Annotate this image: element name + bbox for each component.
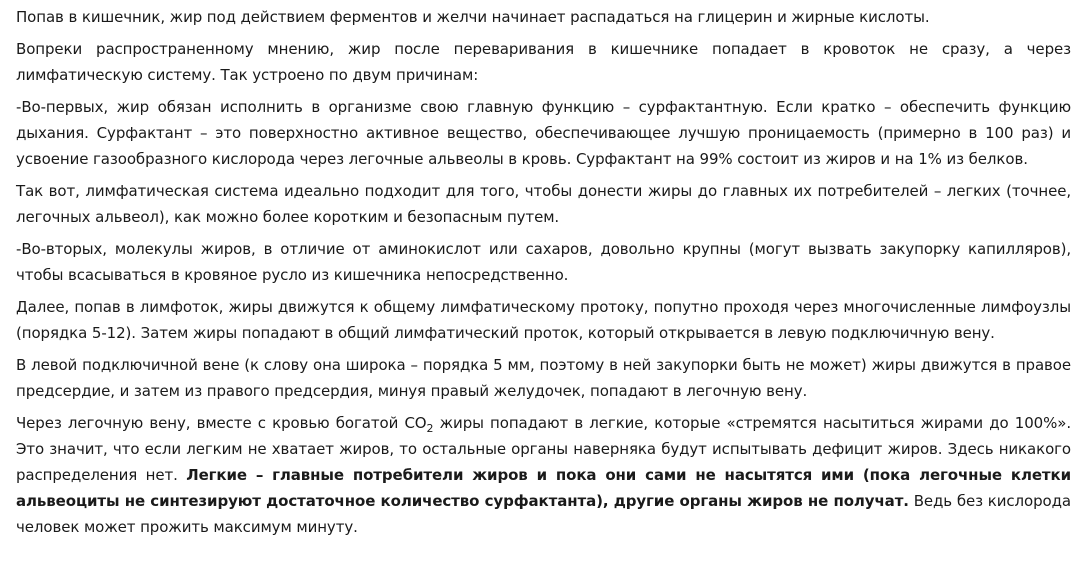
paragraph-1: Попав в кишечник, жир под действием ферментов и желчи начинает распадаться на глицерин и жирные кислоты. bbox=[16, 8, 930, 26]
paragraph-8-bold-text: Легкие – главные потребители жиров и пока они сами не насытятся ими (пока легочные клетки альвеоциты не синтезируют достаточное количество сурфактанта), другие органы жиров не получат. bbox=[16, 466, 1071, 510]
paragraph-8-text-3: Ведь без кислорода человек может прожить максимум минуту. bbox=[16, 492, 1071, 536]
co2-subscript: 2 bbox=[426, 422, 434, 435]
paragraph-6: Далее, попав в лимфоток, жиры движутся к общему лимфатическому протоку, попутно проходя через многочисленные лимфоузлы (порядка 5-12). Затем жиры попадают в общий лимфатический проток, который открывается в левую подключичную вену. bbox=[16, 298, 1071, 342]
paragraph-2: Вопреки распространенному мнению, жир после переваривания в кишечнике попадает в кровоток не сразу, а через лимфатическую систему. Так устроено по двум причинам: bbox=[16, 40, 1071, 84]
paragraph-8-text-1: Через легочную вену, вместе с кровью богатой CO bbox=[16, 414, 427, 432]
paragraph-4: Так вот, лимфатическая система идеально подходит для того, чтобы донести жиры до главных их потребителей – легких (точнее, легочных альвеол), как можно более коротким и безопасным путем. bbox=[16, 182, 1071, 226]
paragraph-7: В левой подключичной вене (к слову она широка – порядка 5 мм, поэтому в ней закупорки быть не может) жиры движутся в правое предсердие, и затем из правого предсердия, минуя правый желудочек, попадают в легочную вену. bbox=[16, 356, 1071, 400]
paragraph-3: -Во-первых, жир обязан исполнить в организме свою главную функцию – сурфактантную. Если кратко – обеспечить функцию дыхания. Сурфактант – это поверхностно активное вещество, обеспечивающее лучшую проницаемость (примерно в 100 раз) и усвоение газообразного кислорода через легочные альвеолы в кровь. Сурфактант на 99% состоит из жиров и на 1% из белков. bbox=[16, 98, 1071, 168]
paragraph-8-text-2: жиры попадают в легкие, которые «стремятся насытиться жирами до 100%». Это значит, что если легким не хватает жиров, то остальные органы наверняка будут испытывать дефицит жиров. Здесь никакого распределения нет. bbox=[16, 414, 1072, 484]
paragraph-5: -Во-вторых, молекулы жиров, в отличие от аминокислот или сахаров, довольно крупны (могут вызвать закупорку капилляров), чтобы всасываться в кровяное русло из кишечника непосредственно. bbox=[16, 240, 1071, 284]
paragraph-8 bbox=[16, 410, 1071, 540]
